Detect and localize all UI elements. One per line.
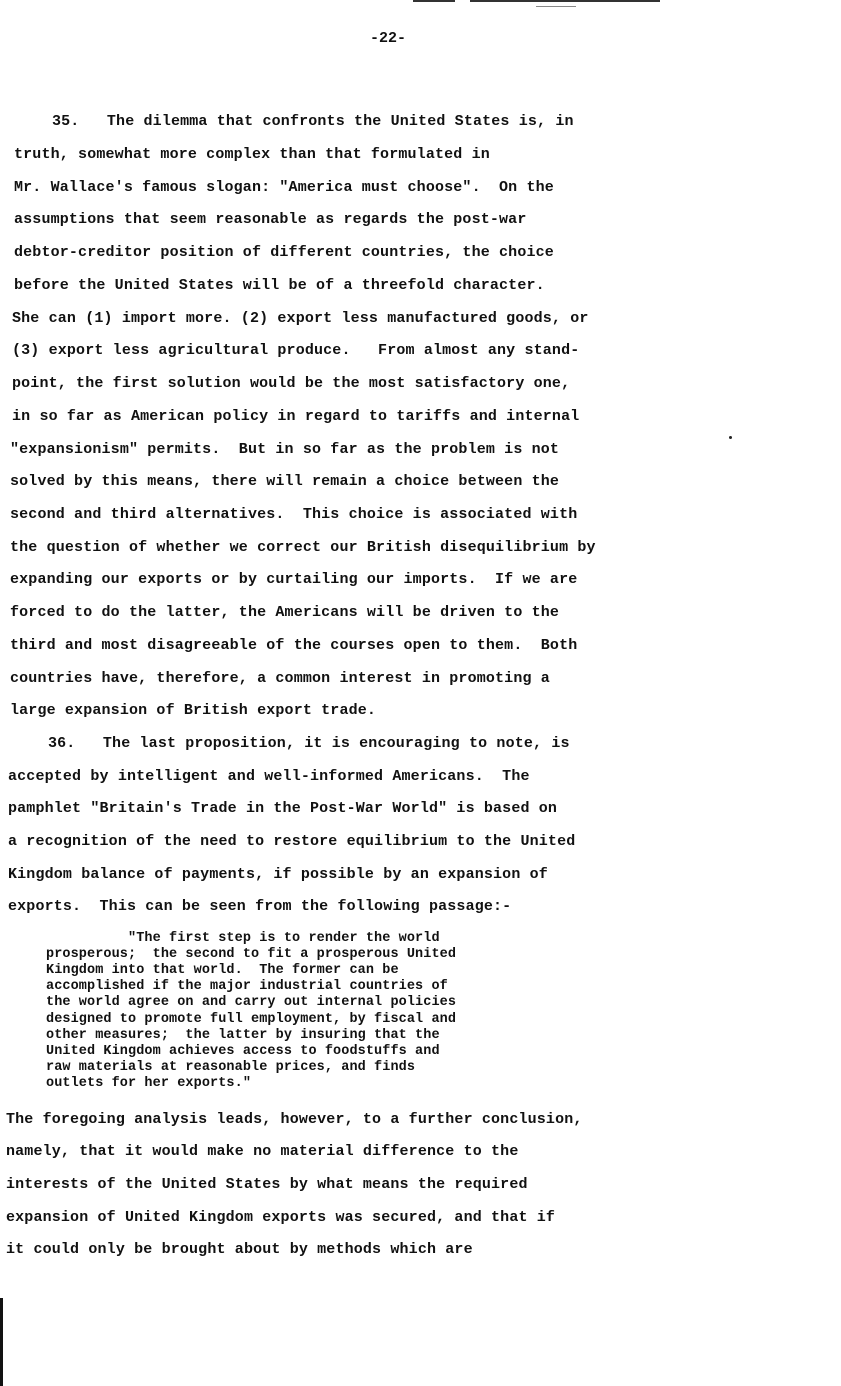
top-edge-rule bbox=[470, 0, 660, 2]
quote-line: designed to promote full employment, by fiscal and bbox=[46, 1012, 457, 1027]
quote-line: Kingdom into that world. The former can be bbox=[46, 963, 399, 978]
scan-speck bbox=[729, 436, 732, 439]
paragraph-35-line: Mr. Wallace's famous slogan: "America must choose". On the bbox=[14, 179, 554, 196]
quote-line: raw materials at reasonable prices, and finds bbox=[46, 1060, 416, 1075]
quote-line: accomplished if the major industrial countries of bbox=[46, 979, 448, 994]
quote-line: other measures; the latter by insuring that the bbox=[46, 1028, 440, 1043]
quote-line: outlets for her exports." bbox=[46, 1076, 252, 1091]
paragraph-35-line: in so far as American policy in regard to tariffs and internal bbox=[12, 408, 580, 425]
paragraph-35-line: She can (1) import more. (2) export less manufactured goods, or bbox=[12, 310, 589, 327]
paragraph-35-line: before the United States will be of a threefold character. bbox=[14, 277, 545, 294]
paragraph-36-line: accepted by intelligent and well-informed Americans. The bbox=[8, 768, 530, 785]
paragraph-36-line: a recognition of the need to restore equilibrium to the United bbox=[8, 833, 576, 850]
paragraph-35-line: assumptions that seem reasonable as regards the post-war bbox=[14, 211, 527, 228]
paragraph-35-line: large expansion of British export trade. bbox=[10, 702, 377, 719]
closing-line: namely, that it would make no material difference to the bbox=[6, 1143, 519, 1160]
top-edge-rule bbox=[536, 6, 576, 7]
closing-line: The foregoing analysis leads, however, to a further conclusion, bbox=[6, 1111, 583, 1128]
page-number: -22- bbox=[370, 30, 407, 47]
paragraph-35-line: the question of whether we correct our British disequilibrium by bbox=[10, 539, 596, 556]
top-edge-rule bbox=[413, 0, 455, 2]
closing-line: expansion of United Kingdom exports was secured, and that if bbox=[6, 1209, 556, 1226]
closing-line: interests of the United States by what means the required bbox=[6, 1176, 528, 1193]
paragraph-35-line: solved by this means, there will remain a choice between the bbox=[10, 473, 560, 490]
paragraph-35-line: truth, somewhat more complex than that formulated in bbox=[14, 146, 490, 163]
paragraph-36-line: 36. The last proposition, it is encouraging to note, is bbox=[48, 735, 570, 752]
quote-line: United Kingdom achieves access to foodstuffs and bbox=[46, 1044, 440, 1059]
scan-edge-bar bbox=[0, 1298, 3, 1386]
paragraph-36-line: exports. This can be seen from the following passage:- bbox=[8, 898, 512, 915]
paragraph-36-line: Kingdom balance of payments, if possible by an expansion of bbox=[8, 866, 548, 883]
paragraph-35-line: point, the first solution would be the most satisfactory one, bbox=[12, 375, 571, 392]
quote-line: the world agree on and carry out internal policies bbox=[46, 995, 457, 1010]
closing-line: it could only be brought about by methods which are bbox=[6, 1241, 473, 1258]
paragraph-35-line: countries have, therefore, a common interest in promoting a bbox=[10, 670, 550, 687]
quote-line: "The first step is to render the world bbox=[46, 931, 440, 946]
paragraph-35-line: forced to do the latter, the Americans will be driven to the bbox=[10, 604, 560, 621]
paragraph-35-line: "expansionism" permits. But in so far as the problem is not bbox=[10, 441, 560, 458]
paragraph-35-line: (3) export less agricultural produce. From almost any stand- bbox=[12, 342, 580, 359]
paragraph-35-line: debtor-creditor position of different countries, the choice bbox=[14, 244, 554, 261]
paragraph-35-line: second and third alternatives. This choice is associated with bbox=[10, 506, 578, 523]
paragraph-35-line: third and most disagreeable of the courses open to them. Both bbox=[10, 637, 578, 654]
paragraph-36-line: pamphlet "Britain's Trade in the Post-War World" is based on bbox=[8, 800, 558, 817]
quote-line: prosperous; the second to fit a prosperous United bbox=[46, 947, 457, 962]
paragraph-35-line: 35. The dilemma that confronts the United States is, in bbox=[52, 113, 574, 130]
paragraph-35-line: expanding our exports or by curtailing our imports. If we are bbox=[10, 571, 578, 588]
